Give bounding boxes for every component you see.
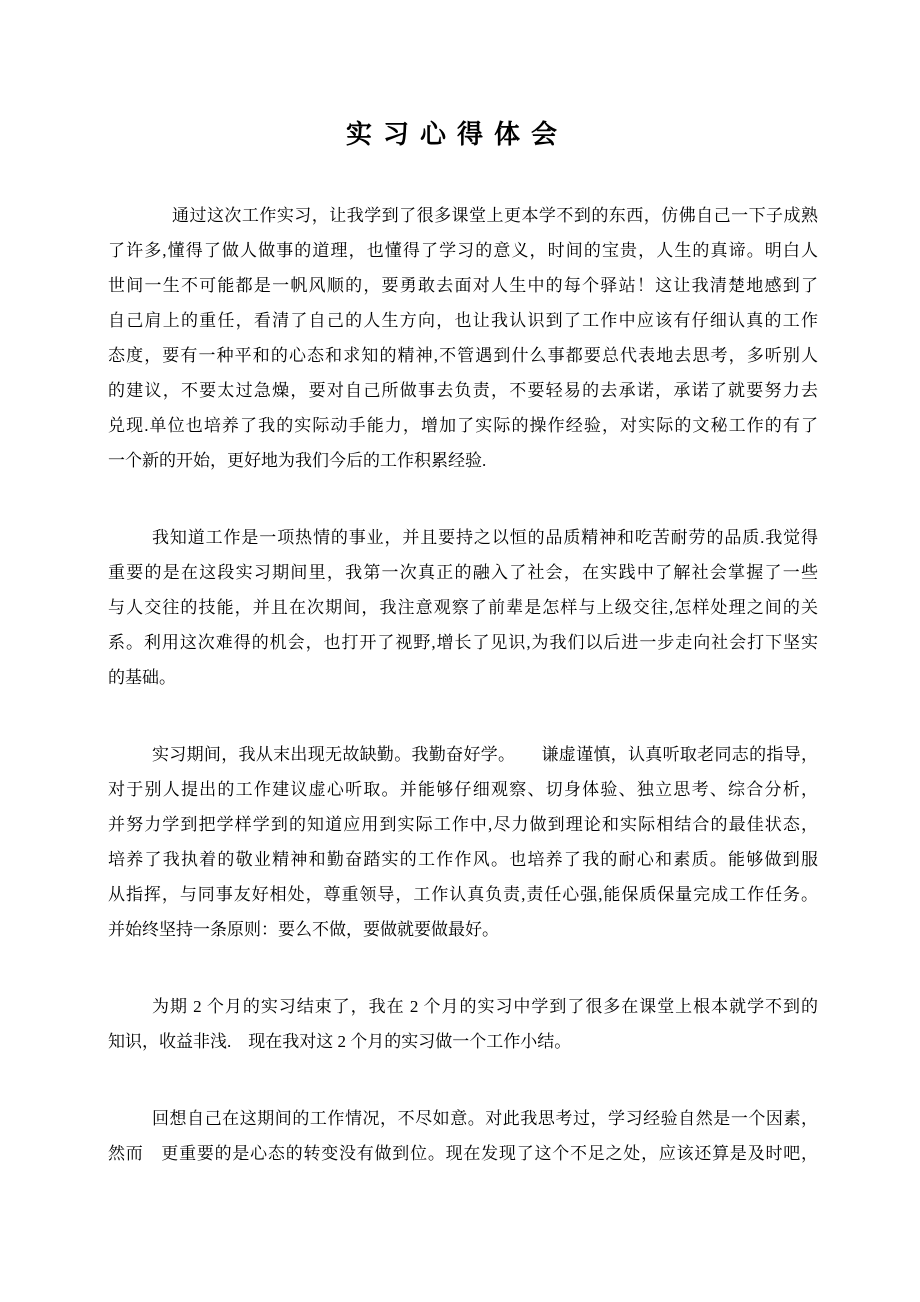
paragraph <box>108 737 818 947</box>
text-line: 实习期间，我从末出现无故缺勤。我勤奋好学。 谦虚谨慎，认真听取老同志的指导， <box>152 745 818 764</box>
paragraph <box>108 989 818 1059</box>
text-line: 我知道工作是一项热情的事业，并且要持之以恒的品质精神和吃苦耐劳的品质.我觉得 <box>152 528 818 547</box>
paragraph <box>108 520 818 695</box>
text-line: 与人交往的技能，并且在次期间，我注意观察了前辈是怎样与上级交往,怎样处理之间的关 <box>108 598 818 617</box>
text-line: 回想自己在这期间的工作情况，不尽如意。对此我思考过，学习经验自然是一个因素， <box>152 1109 818 1128</box>
text-line: 的基础。 <box>108 668 176 687</box>
text-line: 对于别人提出的工作建议虚心听取。并能够仔细观察、切身体验、独立思考、综合分析， <box>108 780 818 799</box>
text-line: 重要的是在这段实习期间里，我第一次真正的融入了社会，在实践中了解社会掌握了一些 <box>108 563 818 582</box>
text-line: 态度，要有一种平和的心态和求知的精神,不管遇到什么事都要总代表地去思考，多听别人 <box>108 346 818 365</box>
text-line: 然而 更重要的是心态的转变没有做到位。现在发现了这个不足之处，应该还算是及时吧， <box>108 1144 818 1163</box>
paragraph <box>108 1101 818 1171</box>
text-line: 为期 2 个月的实习结束了，我在 2 个月的实习中学到了很多在课堂上根本就学不到的 <box>152 997 818 1016</box>
text-line: 通过这次工作实习，让我学到了很多课堂上更本学不到的东西，仿佛自己一下子成熟 <box>172 206 818 225</box>
text-line: 从指挥，与同事友好相处，尊重领导，工作认真负责,责任心强,能保质保量完成工作任务。 <box>108 885 818 904</box>
text-line: 了许多,懂得了做人做事的道理，也懂得了学习的意义，时间的宝贵，人生的真谛。明白人 <box>108 241 818 260</box>
text-line: 的建议，不要太过急燥，要对自己所做事去负责，不要轻易的去承诺，承诺了就要努力去 <box>108 381 818 400</box>
text-line: 系。利用这次难得的机会，也打开了视野,增长了见识,为我们以后进一步走向社会打下坚实 <box>108 633 818 652</box>
text-line: 兑现.单位也培养了我的实际动手能力，增加了实际的操作经验，对实际的文秘工作的有了 <box>108 416 818 435</box>
paragraph <box>108 198 818 478</box>
text-line: 知识，收益非浅. 现在我对这 2 个月的实习做一个工作小结。 <box>108 1032 572 1051</box>
text-line: 并努力学到把学样学到的知道应用到实际工作中,尽力做到理论和实际相结合的最佳状态， <box>108 815 818 834</box>
text-line: 自己肩上的重任，看清了自己的人生方向，也让我认识到了工作中应该有仔细认真的工作 <box>108 311 818 330</box>
text-line: 世间一生不可能都是一帆风顺的，要勇敢去面对人生中的每个驿站！这让我清楚地感到了 <box>108 276 818 295</box>
text-line: 一个新的开始，更好地为我们今后的工作积累经验. <box>108 451 487 470</box>
document-title: 实习心得体会 <box>345 120 568 149</box>
text-line: 培养了我执着的敬业精神和勤奋踏实的工作作风。也培养了我的耐心和素质。能够做到服 <box>108 850 818 869</box>
document-body <box>108 198 818 1171</box>
text-line: 并始终坚持一条原则：要么不做，要做就要做最好。 <box>108 920 499 939</box>
